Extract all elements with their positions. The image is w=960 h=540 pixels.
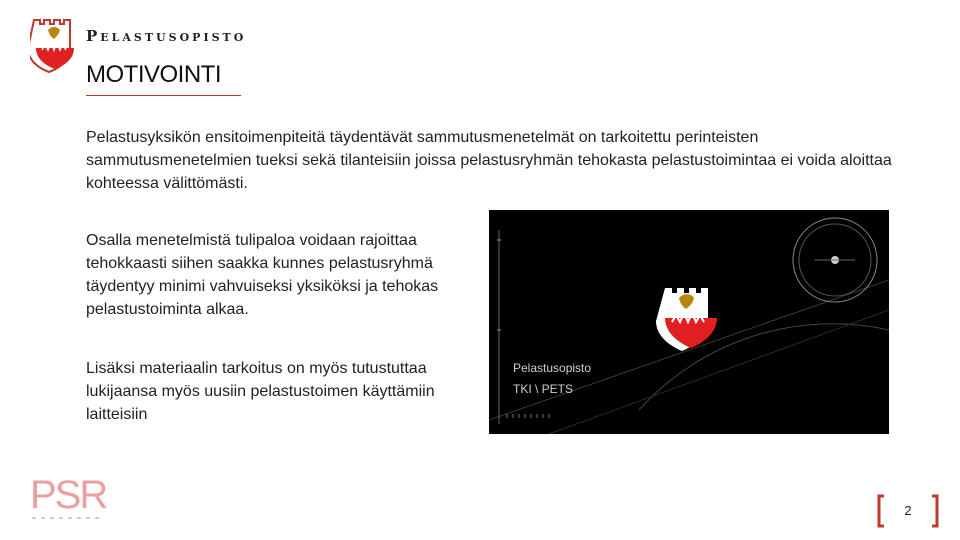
shield-icon bbox=[656, 288, 717, 351]
shield-icon bbox=[30, 20, 74, 72]
video-caption-unit: TKI \ PETS bbox=[513, 382, 574, 396]
tick-marks bbox=[507, 414, 549, 418]
paragraph-methods: Osalla menetelmistä tulipaloa voidaan rajoittaa tehokkaasti siihen saakka kunnes pelastusryhmä täydentyy minimi vahvuiseksi yksiköksi ja tehokas pelastustoiminta alkaa. bbox=[86, 232, 439, 318]
page-number: 2 bbox=[904, 503, 912, 518]
page-title: MOTIVOINTI bbox=[86, 61, 221, 88]
paragraph-materials: Lisäksi materiaalin tarkoitus on myös tutustuttaa lukijaansa myös uusiin pelastustoimen käyttämiin laitteisiin bbox=[86, 360, 435, 423]
video-caption-org: Pelastusopisto bbox=[513, 361, 592, 375]
paragraph-intro: Pelastusyksikön ensitoimenpiteitä täydentävät sammutusmenetelmät on tarkoitettu perinteisten sammutusmenetelmien tueksi sekä tilanteisiin joissa pelastusryhmän tehokasta pelastustoimintaa ei voida aloittaa kohteessa välittömästi. bbox=[86, 129, 892, 192]
target-circle-icon bbox=[793, 218, 877, 302]
org-name: Pelastusopisto bbox=[86, 27, 247, 45]
video-graphics bbox=[489, 210, 889, 434]
video-frame[interactable] bbox=[489, 210, 889, 434]
psr-logo bbox=[30, 470, 110, 525]
title-underline bbox=[86, 95, 241, 96]
svg-text:PSR: PSR bbox=[30, 473, 107, 517]
